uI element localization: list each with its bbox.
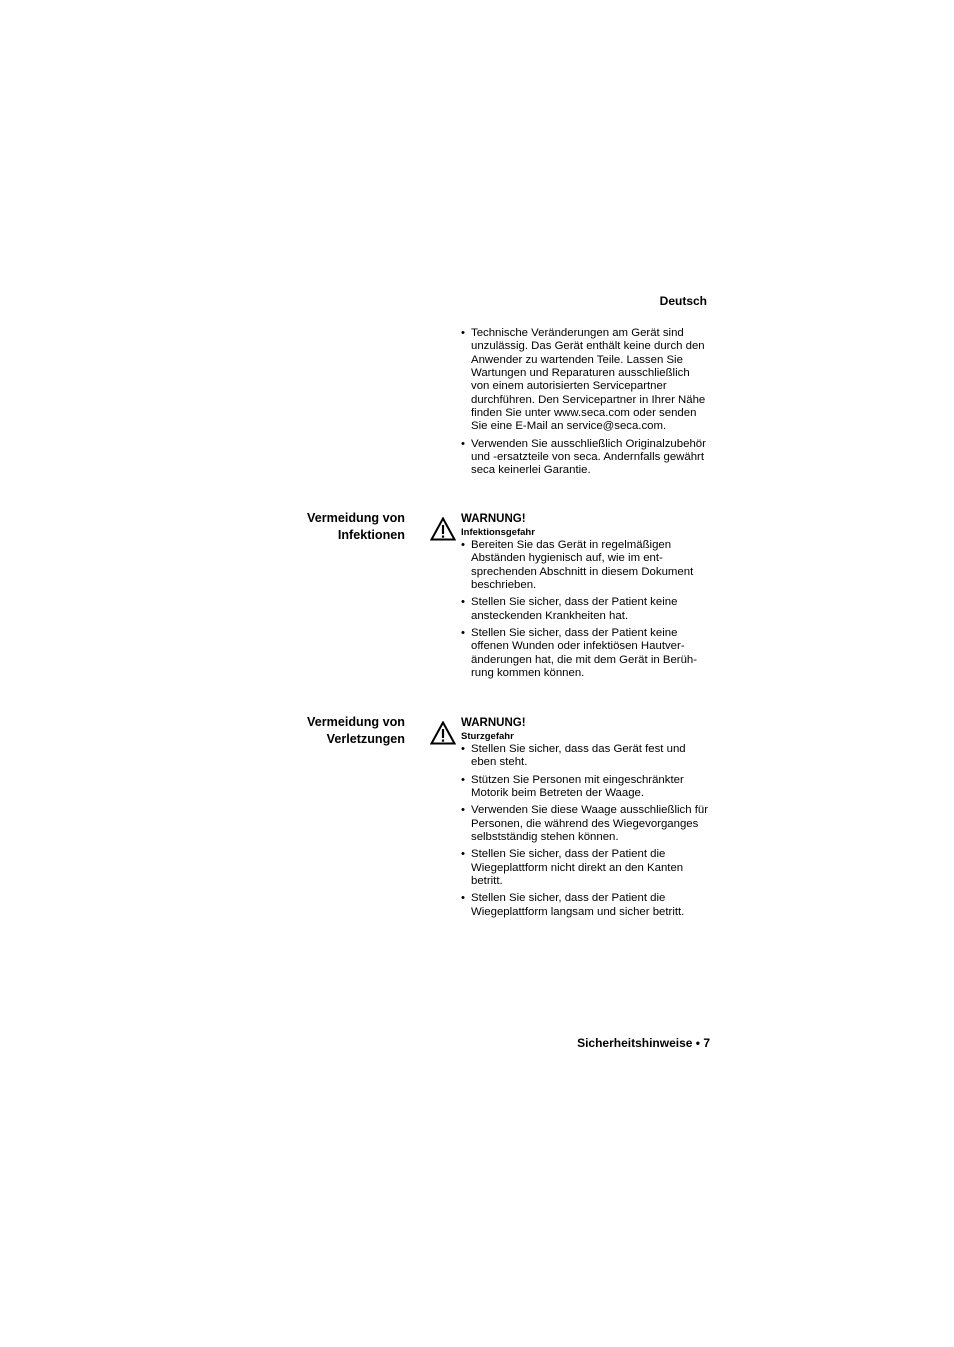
- section-heading-line: Verletzungen: [326, 732, 405, 746]
- list-item: • Stellen Sie sicher, dass der Patient die Wiegeplattform nicht direkt an den Kanten betritt.: [461, 848, 711, 888]
- warning-title: WARNUNG!: [461, 717, 526, 729]
- list-item: • Verwenden Sie diese Waage ausschließlich für Personen, die während des Wiegevorganges selbstständig stehen können.: [461, 804, 711, 844]
- section-heading-line: Vermeidung von: [307, 511, 405, 525]
- section-heading-infections: [240, 510, 405, 544]
- section-heading-line: Infektionen: [337, 528, 405, 542]
- section-heading-line: Vermeidung von: [307, 715, 405, 729]
- intro-list-block: [461, 327, 711, 482]
- list-item: • Stellen Sie sicher, dass das Gerät fest und eben steht.: [461, 743, 711, 770]
- warning-triangle-icon: [430, 721, 456, 745]
- list-item: • Stellen Sie sicher, dass der Patient die Wiegeplattform langsam und sicher betritt.: [461, 892, 711, 919]
- list-item: • Bereiten Sie das Gerät in regelmäßigen Abständen hygienisch auf, wie im ent- sprechenden Abschnitt in diesem Dokument beschrieben.: [461, 539, 711, 592]
- warning-block-injuries: [461, 716, 711, 923]
- intro-list: [461, 327, 711, 478]
- language-label: Deutsch: [659, 294, 707, 308]
- warning-list: [461, 539, 711, 680]
- warning-block-infections: [461, 512, 711, 684]
- warning-triangle-icon: [430, 517, 456, 541]
- list-item: • Stellen Sie sicher, dass der Patient keine ansteckenden Krankheiten hat.: [461, 596, 711, 623]
- warning-list: [461, 743, 711, 919]
- list-item: • Stellen Sie sicher, dass der Patient keine offenen Wunden oder infektiösen Hautver- änderungen hat, die mit dem Gerät in Berüh- rung kommen können.: [461, 627, 711, 680]
- list-item: • Technische Veränderungen am Gerät sind unzulässig. Das Gerät enthält keine durch den Anwender zu wartenden Teile. Lassen Sie Wartungen und Reparaturen ausschließlich von einem autorisierten Servicepartner durchführen. Den Servicepartner in Ihrer Nähe finden Sie unter www.seca.com oder senden Sie eine E-Mail an service@seca.com.: [461, 327, 711, 434]
- section-heading-injuries: [240, 714, 405, 748]
- page-footer: Sicherheitshinweise • 7: [577, 1036, 710, 1050]
- list-item: • Verwenden Sie ausschließlich Originalzubehör und -ersatzteile von seca. Andernfalls gewährt seca keinerlei Garantie.: [461, 438, 711, 478]
- warning-title: WARNUNG!: [461, 513, 526, 525]
- warning-subtitle: Infektionsgefahr: [461, 527, 535, 538]
- list-item: • Stützen Sie Personen mit eingeschränkter Motorik beim Betreten der Waage.: [461, 774, 711, 801]
- warning-subtitle: Sturzgefahr: [461, 731, 514, 742]
